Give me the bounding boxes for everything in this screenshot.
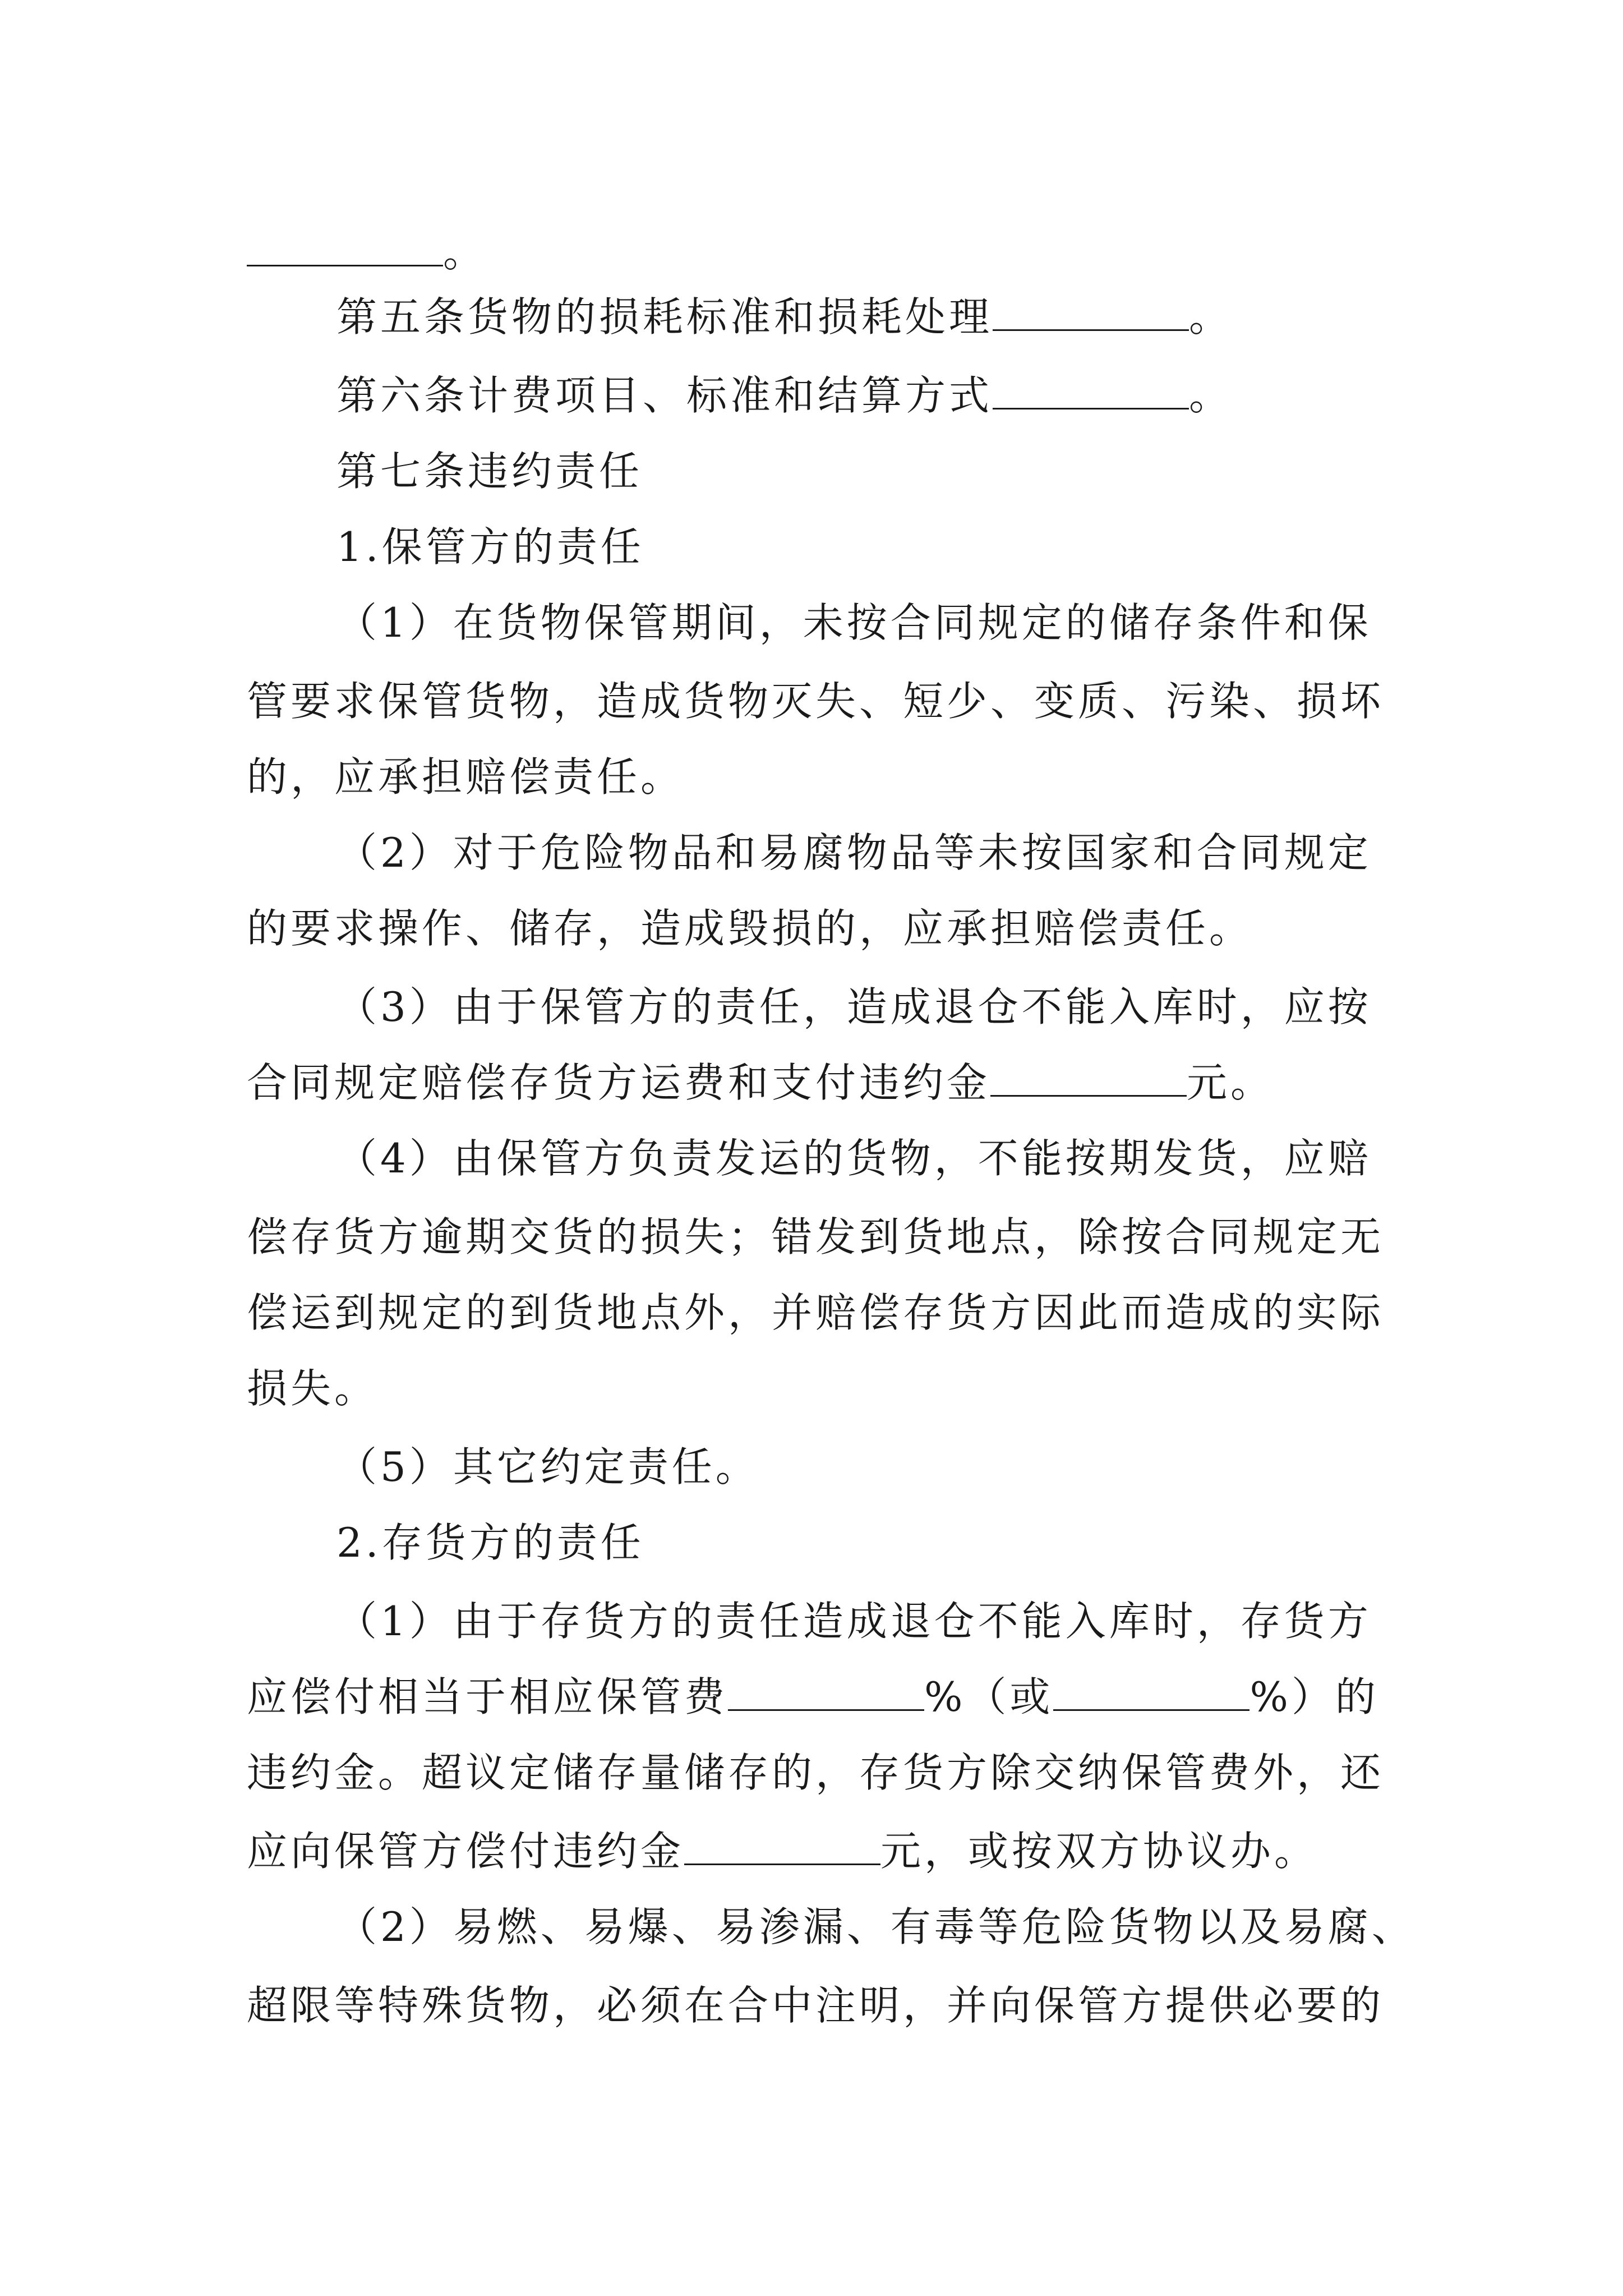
article-7-heading: 第七条违约责任: [336, 448, 643, 495]
paragraph-line: 应偿付相当于相应保管费 %（或 %）的: [247, 1669, 1379, 1725]
article-6: 第六条计费项目、标准和结算方式 。: [336, 367, 1233, 424]
paragraph-line: （4）由保管方负责发运的货物，不能按期发货，应赔: [336, 1135, 1372, 1182]
section-heading: 1.保管方的责任: [336, 523, 644, 570]
paragraph-line: 超限等特殊货物，必须在合中注明，并向保管方提供必要的: [247, 1982, 1385, 2029]
fill-in-blank[interactable]: [728, 1670, 924, 1711]
paragraph-line: （2）对于危险物品和易腐物品等未按国家和合同规定: [336, 829, 1372, 876]
paragraph-line: 偿存货方逾期交货的损失；错发到货地点，除按合同规定无: [247, 1213, 1385, 1260]
paragraph-line: 违约金。超议定储存量储存的，存货方除交纳保管费外，还: [247, 1749, 1385, 1796]
paragraph-line: （1）由于存货方的责任造成退仓不能入库时，存货方: [336, 1598, 1372, 1645]
fill-in-blank[interactable]: [247, 226, 443, 266]
paragraph-line: 偿运到规定的到货地点外，并赔偿存货方因此而造成的实际: [247, 1289, 1385, 1336]
paragraph-line: 损失。: [247, 1365, 379, 1412]
fill-in-blank[interactable]: [993, 290, 1189, 331]
paragraph-line: 管要求保管货物，造成货物灭失、短少、变质、污染、损坏: [247, 678, 1385, 725]
paragraph-line: （3）由于保管方的责任，造成退仓不能入库时，应按: [336, 983, 1372, 1030]
paragraph-line: （2）易燃、易爆、易渗漏、有毒等危险货物以及易腐、: [336, 1903, 1415, 1950]
fill-in-blank[interactable]: [1053, 1670, 1249, 1711]
fill-in-blank[interactable]: [990, 1056, 1187, 1097]
fill-in-blank[interactable]: [684, 1824, 880, 1865]
paragraph-line: 的要求操作、储存，造成毁损的，应承担赔偿责任。: [247, 905, 1253, 952]
paragraph-line: 合同规定赔偿存货方运费和支付违约金 元。: [247, 1055, 1274, 1111]
paragraph-line: 的，应承担赔偿责任。: [247, 753, 685, 800]
article-5: 第五条货物的损耗标准和损耗处理 。: [336, 289, 1233, 345]
fill-in-blank[interactable]: [993, 369, 1189, 409]
blank-line-end: 。: [247, 224, 487, 280]
paragraph-line: （1）在货物保管期间，未按合同规定的储存条件和保: [336, 599, 1372, 646]
section-heading: 2.存货方的责任: [336, 1519, 644, 1566]
paragraph-line: 应向保管方偿付违约金 元，或按双方协议办。: [247, 1823, 1318, 1879]
paragraph-line: （5）其它约定责任。: [336, 1443, 759, 1490]
